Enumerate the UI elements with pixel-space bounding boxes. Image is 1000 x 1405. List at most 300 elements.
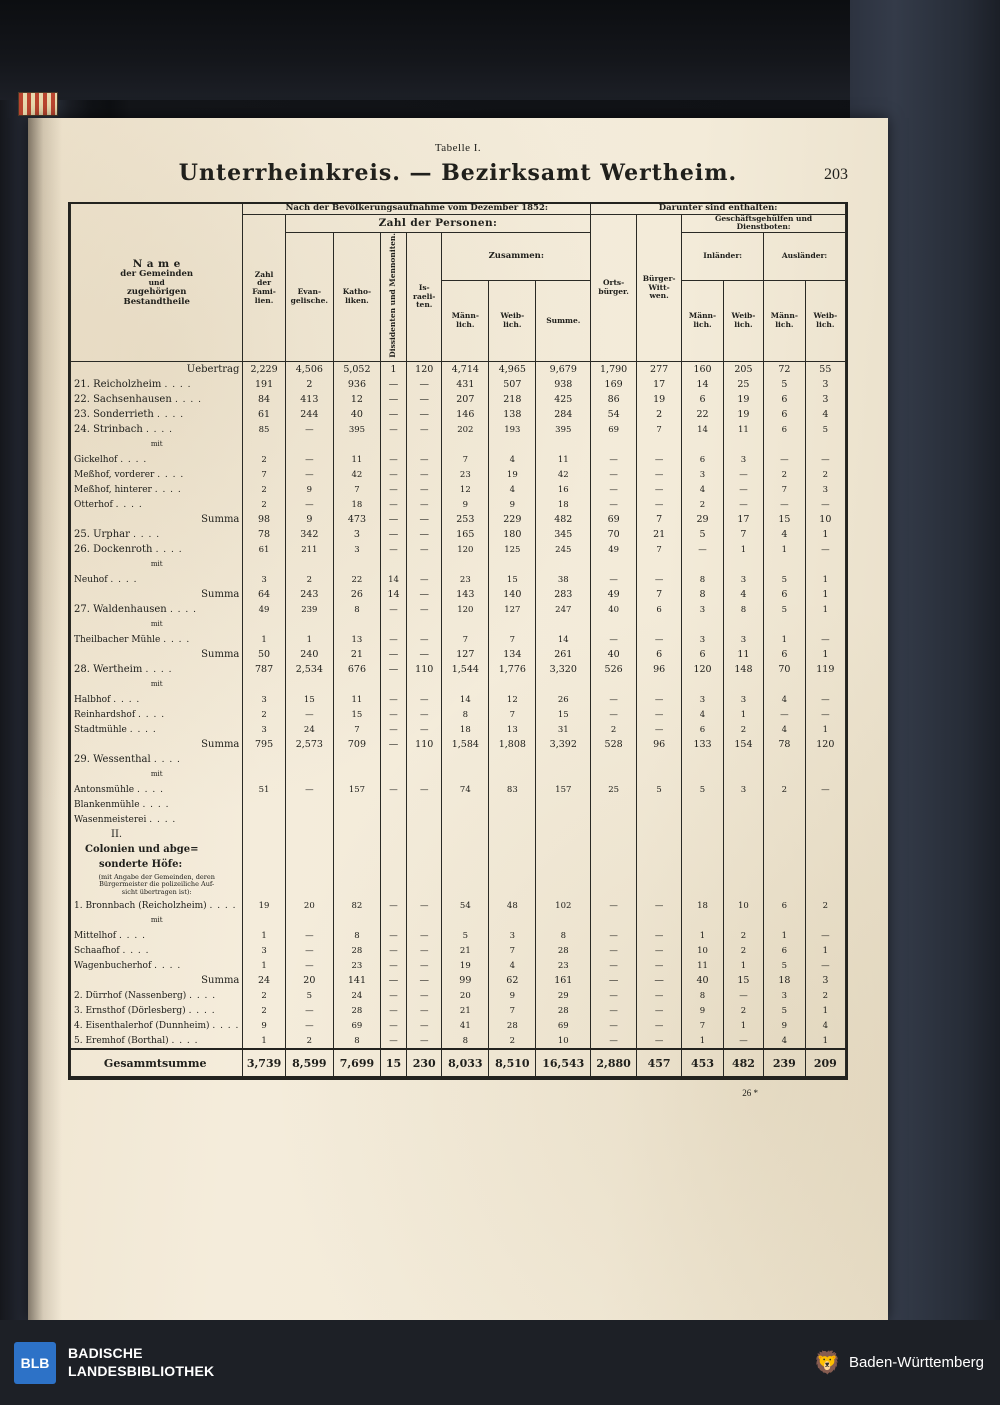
table-cell: 1 (682, 1033, 724, 1049)
table-cell (764, 557, 806, 572)
table-cell (243, 437, 285, 452)
table-cell: 2,229 (243, 362, 285, 378)
table-cell: — (380, 467, 406, 482)
table-cell: 1 (243, 958, 285, 973)
table-cell (536, 767, 591, 782)
table-row (71, 527, 846, 542)
table-cell: 1 (764, 632, 806, 647)
table-cell: 28 (333, 943, 380, 958)
table-cell: — (591, 572, 637, 587)
section-note: (mit Angabe der Gemeinden, deren Bürgermeister die polizeiliche Auf- sicht übertragen ist): (71, 872, 243, 898)
table-cell: 6 (764, 647, 806, 662)
table-cell (591, 827, 637, 842)
row-label: 21. Reicholzheim . . . . (71, 377, 243, 392)
table-cell: 21 (442, 943, 489, 958)
table-cell: 239 (764, 1049, 806, 1077)
table-cell: 277 (637, 362, 682, 378)
table-row (71, 422, 846, 437)
table-cell: 9,679 (536, 362, 591, 378)
table-cell: 7 (489, 632, 536, 647)
table-cell: 11 (333, 692, 380, 707)
table-cell: 2 (805, 988, 845, 1003)
table-cell: — (407, 1033, 442, 1049)
table-cell (243, 812, 285, 827)
table-cell (764, 437, 806, 452)
table-cell: 261 (536, 647, 591, 662)
table-cell (591, 872, 637, 898)
row-label: Gickelhof . . . . (71, 452, 243, 467)
table-cell (243, 617, 285, 632)
table-cell (442, 437, 489, 452)
page-title: Unterrheinkreis. — Bezirksamt Wertheim. (178, 160, 738, 186)
table-cell: 26 (333, 587, 380, 602)
table-cell: 1 (243, 632, 285, 647)
table-cell: 526 (591, 662, 637, 677)
table-cell (489, 677, 536, 692)
table-cell: 85 (243, 422, 285, 437)
table-cell: 431 (442, 377, 489, 392)
row-label: Meßhof, vorderer . . . . (71, 467, 243, 482)
table-cell: — (407, 407, 442, 422)
table-cell: 245 (536, 542, 591, 557)
table-row-mit (71, 617, 846, 632)
table-cell: 62 (489, 973, 536, 988)
table-cell: — (380, 928, 406, 943)
table-row (71, 943, 846, 958)
table-cell (764, 617, 806, 632)
row-label: mit (71, 677, 243, 692)
table-cell (489, 812, 536, 827)
table-cell: — (380, 707, 406, 722)
table-cell (764, 913, 806, 928)
table-cell (805, 617, 845, 632)
row-label: Schaafhof . . . . (71, 943, 243, 958)
table-cell: 11 (333, 452, 380, 467)
table-cell: 120 (442, 602, 489, 617)
table-cell: 154 (723, 737, 763, 752)
row-label: 26. Dockenroth . . . . (71, 542, 243, 557)
table-cell: 69 (591, 422, 637, 437)
table-cell: 14 (682, 377, 724, 392)
table-cell (489, 842, 536, 857)
table-cell: — (380, 943, 406, 958)
table-cell (682, 557, 724, 572)
table-cell: 5 (442, 928, 489, 943)
table-cell: 1 (805, 572, 845, 587)
table-cell (805, 872, 845, 898)
table-cell (682, 812, 724, 827)
table-cell (243, 767, 285, 782)
table-cell: — (407, 647, 442, 662)
table-cell: 18 (333, 497, 380, 512)
table-cell: 6 (764, 407, 806, 422)
table-cell: 7 (723, 527, 763, 542)
table-cell: 24 (285, 722, 333, 737)
table-cell: 3 (764, 988, 806, 1003)
table-cell (285, 857, 333, 872)
table-cell (407, 827, 442, 842)
table-cell: — (637, 722, 682, 737)
table-cell: 143 (442, 587, 489, 602)
table-cell: 16 (536, 482, 591, 497)
table-cell (442, 767, 489, 782)
table-cell: — (380, 377, 406, 392)
row-label: Antonsmühle . . . . (71, 782, 243, 797)
table-cell: 134 (489, 647, 536, 662)
table-cell: 342 (285, 527, 333, 542)
table-cell (805, 767, 845, 782)
page-header (68, 160, 848, 186)
table-cell (243, 842, 285, 857)
table-cell: — (285, 958, 333, 973)
table-cell (536, 872, 591, 898)
table-cell: — (407, 587, 442, 602)
table-cell: 127 (489, 602, 536, 617)
table-cell (723, 617, 763, 632)
table-cell (637, 842, 682, 857)
table-cell: 20 (285, 973, 333, 988)
table-cell: — (380, 1018, 406, 1033)
table-cell: 119 (805, 662, 845, 677)
table-cell (536, 827, 591, 842)
table-cell: 1 (805, 943, 845, 958)
table-cell (764, 767, 806, 782)
table-cell (682, 767, 724, 782)
table-cell: 5 (764, 958, 806, 973)
griffin-icon: 🦁 (813, 1349, 839, 1375)
col-header-inlaender-weiblich: Weib- lich. (723, 280, 763, 361)
table-cell: 7 (764, 482, 806, 497)
table-cell (682, 842, 724, 857)
table-cell: 96 (637, 662, 682, 677)
table-cell: — (805, 452, 845, 467)
col-header-maennlich: Männ- lich. (442, 280, 489, 361)
table-cell (489, 913, 536, 928)
table-cell (442, 677, 489, 692)
table-cell: — (591, 898, 637, 913)
table-cell: 395 (536, 422, 591, 437)
row-label: Theilbacher Mühle . . . . (71, 632, 243, 647)
table-cell: — (637, 707, 682, 722)
table-row (71, 812, 846, 827)
table-cell: — (407, 722, 442, 737)
table-cell (536, 857, 591, 872)
table-row (71, 1033, 846, 1049)
table-row (71, 958, 846, 973)
table-cell: 146 (442, 407, 489, 422)
table-cell: 6 (764, 943, 806, 958)
table-cell: 3 (723, 782, 763, 797)
table-cell: 2 (723, 722, 763, 737)
table-cell: 457 (637, 1049, 682, 1077)
table-cell: — (407, 482, 442, 497)
table-cell: — (407, 512, 442, 527)
table-cell: 5 (285, 988, 333, 1003)
table-cell: 21 (333, 647, 380, 662)
section-note-row (71, 872, 846, 898)
table-cell: 8,599 (285, 1049, 333, 1077)
table-cell: 211 (285, 542, 333, 557)
table-cell: 23 (442, 467, 489, 482)
row-label: 27. Waldenhausen . . . . (71, 602, 243, 617)
table-row (71, 407, 846, 422)
table-cell (723, 913, 763, 928)
table-cell: 1 (723, 1018, 763, 1033)
table-cell: — (407, 422, 442, 437)
table-cell: 49 (591, 587, 637, 602)
table-cell: 3 (723, 692, 763, 707)
table-cell (764, 677, 806, 692)
table-cell: 160 (682, 362, 724, 378)
table-row (71, 392, 846, 407)
table-cell: 2 (723, 1003, 763, 1018)
table-cell: 5 (682, 527, 724, 542)
table-cell (442, 842, 489, 857)
table-cell (764, 857, 806, 872)
table-cell: 78 (243, 527, 285, 542)
col-header-israeliten: Is- raeli- ten. (407, 233, 442, 362)
table-cell (489, 827, 536, 842)
table-cell: 148 (723, 662, 763, 677)
table-cell: — (380, 422, 406, 437)
table-cell: 180 (489, 527, 536, 542)
table-cell (536, 557, 591, 572)
table-cell: — (407, 452, 442, 467)
table-row (71, 602, 846, 617)
table-cell: 8 (333, 928, 380, 943)
table-cell: 49 (591, 542, 637, 557)
table-cell: — (637, 898, 682, 913)
table-cell: — (764, 497, 806, 512)
table-cell: — (591, 482, 637, 497)
table-cell (333, 557, 380, 572)
table-cell: 1,776 (489, 662, 536, 677)
table-cell (637, 857, 682, 872)
table-cell: 2 (243, 497, 285, 512)
table-cell: 5 (637, 782, 682, 797)
table-cell: — (723, 482, 763, 497)
table-cell: 507 (489, 377, 536, 392)
table-row-subtotal (71, 512, 846, 527)
table-cell: 795 (243, 737, 285, 752)
table-cell: — (380, 898, 406, 913)
table-cell: 12 (442, 482, 489, 497)
table-cell: — (407, 1018, 442, 1033)
section-title: Colonien und abge= (71, 842, 243, 857)
table-cell: 936 (333, 377, 380, 392)
table-cell (407, 557, 442, 572)
table-cell: 15 (764, 512, 806, 527)
col-header-katholisch: Katho- liken. (333, 233, 380, 362)
row-label: Wagenbucherhof . . . . (71, 958, 243, 973)
table-cell (243, 797, 285, 812)
table-cell: — (723, 467, 763, 482)
row-label: mit (71, 767, 243, 782)
table-cell: 3 (805, 482, 845, 497)
table-cell: 1 (723, 707, 763, 722)
table-cell: — (764, 452, 806, 467)
table-cell (243, 857, 285, 872)
table-cell: 3 (243, 722, 285, 737)
table-head (71, 204, 846, 362)
table-cell: — (591, 958, 637, 973)
table-cell: 20 (285, 898, 333, 913)
table-cell: 1,808 (489, 737, 536, 752)
table-cell: — (380, 392, 406, 407)
table-cell (333, 913, 380, 928)
table-cell: — (591, 928, 637, 943)
table-cell: — (380, 452, 406, 467)
table-cell: — (591, 1018, 637, 1033)
table-cell (591, 812, 637, 827)
table-cell: — (407, 632, 442, 647)
table-cell: — (407, 928, 442, 943)
table-cell (591, 797, 637, 812)
table-cell: 82 (333, 898, 380, 913)
table-cell (333, 677, 380, 692)
table-cell: 425 (536, 392, 591, 407)
table-cell (682, 827, 724, 842)
table-cell: — (637, 988, 682, 1003)
group-header-gehuelfen: Geschäftsgehülfen und Dienstboten: (682, 214, 846, 232)
table-cell (723, 842, 763, 857)
table-cell: 209 (805, 1049, 845, 1077)
table-cell: 253 (442, 512, 489, 527)
table-cell: 4 (764, 1033, 806, 1049)
table-cell: — (407, 377, 442, 392)
table-cell: 54 (442, 898, 489, 913)
table-cell: — (380, 662, 406, 677)
table-cell: 61 (243, 407, 285, 422)
table-cell: — (637, 467, 682, 482)
table-cell: — (380, 647, 406, 662)
table-cell (805, 842, 845, 857)
table-cell (285, 557, 333, 572)
table-cell: 7 (489, 1003, 536, 1018)
table-cell (489, 752, 536, 767)
table-cell: 78 (764, 737, 806, 752)
table-cell: — (407, 572, 442, 587)
section-title-row (71, 842, 846, 857)
state-branding (813, 1349, 984, 1375)
table-cell: 10 (682, 943, 724, 958)
table-cell (536, 797, 591, 812)
row-label: mit (71, 617, 243, 632)
table-cell: 28 (536, 1003, 591, 1018)
table-cell: — (285, 1003, 333, 1018)
table-cell: 2 (805, 898, 845, 913)
col-header-weiblich: Weib- lich. (489, 280, 536, 361)
table-cell: 473 (333, 512, 380, 527)
table-cell: 19 (489, 467, 536, 482)
table-row (71, 467, 846, 482)
table-cell (285, 752, 333, 767)
table-row (71, 482, 846, 497)
col-header-buergerwittwen: Bürger- Witt- wen. (637, 214, 682, 361)
table-cell: 7 (442, 452, 489, 467)
table-cell (380, 677, 406, 692)
table-cell (407, 812, 442, 827)
page-content (68, 138, 848, 1298)
table-cell (637, 677, 682, 692)
table-cell (682, 857, 724, 872)
table-cell: — (285, 467, 333, 482)
table-cell: — (380, 1003, 406, 1018)
table-cell (442, 872, 489, 898)
table-cell: — (805, 692, 845, 707)
table-cell (591, 617, 637, 632)
table-row-subtotal (71, 362, 846, 378)
table-cell: 13 (489, 722, 536, 737)
table-cell (407, 857, 442, 872)
table-cell: 395 (333, 422, 380, 437)
table-cell (637, 812, 682, 827)
table-cell: 8 (723, 602, 763, 617)
group-header-census: Nach der Bevölkerungsaufnahme vom Dezember 1852: (243, 204, 591, 214)
row-label: Summa (71, 647, 243, 662)
table-cell (805, 797, 845, 812)
group-header-zusammen: Zusammen: (442, 233, 591, 281)
table-cell: 2 (723, 928, 763, 943)
row-label: 22. Sachsenhausen . . . . (71, 392, 243, 407)
table-cell: 1,790 (591, 362, 637, 378)
section-title-cont: sonderte Höfe: (71, 857, 243, 872)
table-cell: — (407, 527, 442, 542)
table-cell: 72 (764, 362, 806, 378)
table-cell (380, 437, 406, 452)
table-cell: — (407, 958, 442, 973)
table-cell (536, 617, 591, 632)
table-cell: — (285, 928, 333, 943)
table-cell: 98 (243, 512, 285, 527)
table-cell: 1,544 (442, 662, 489, 677)
table-cell: 31 (536, 722, 591, 737)
table-cell: 8,033 (442, 1049, 489, 1077)
table-cell: 3 (805, 377, 845, 392)
table-cell: 3 (333, 542, 380, 557)
table-cell (723, 437, 763, 452)
table-cell: — (380, 958, 406, 973)
table-cell (442, 812, 489, 827)
table-cell: 240 (285, 647, 333, 662)
table-row-mit (71, 913, 846, 928)
table-cell (285, 913, 333, 928)
table-cell: 69 (333, 1018, 380, 1033)
table-cell (682, 872, 724, 898)
table-cell: — (637, 1003, 682, 1018)
table-cell: 8 (682, 988, 724, 1003)
table-cell: — (285, 782, 333, 797)
table-cell: 284 (536, 407, 591, 422)
table-cell (591, 677, 637, 692)
table-cell: — (637, 572, 682, 587)
row-label: mit (71, 557, 243, 572)
table-cell (285, 677, 333, 692)
row-label: Wasenmeisterei . . . . (71, 812, 243, 827)
table-cell: 8 (333, 602, 380, 617)
table-cell: 14 (682, 422, 724, 437)
table-cell: 14 (380, 572, 406, 587)
table-row-mit (71, 677, 846, 692)
table-cell (536, 842, 591, 857)
col-header-auslaender-weiblich: Weib- lich. (805, 280, 845, 361)
table-cell (380, 857, 406, 872)
table-cell (637, 913, 682, 928)
table-cell: 23 (536, 958, 591, 973)
table-cell (407, 752, 442, 767)
table-cell: 4 (489, 958, 536, 973)
table-cell (442, 827, 489, 842)
